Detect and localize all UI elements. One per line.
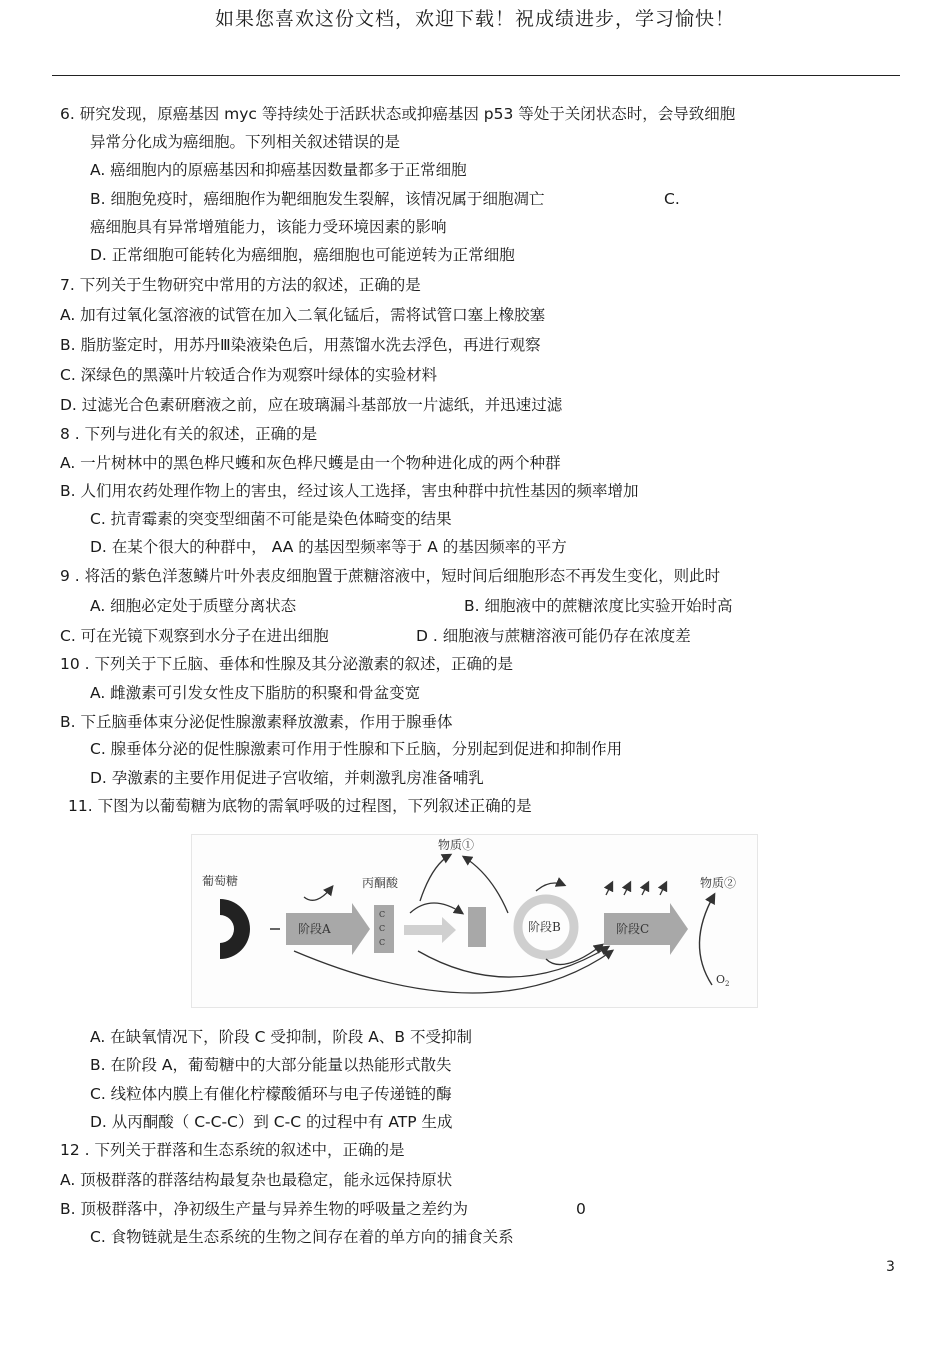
pyruvate-label: 丙酮酸 [362,876,399,890]
curved-arrow-2 [410,903,462,913]
q11-option-c: C. 线粒体内膜上有催化柠檬酸循环与电子传递链的酶 [90,1085,452,1103]
long-arc-from-pyruvate [418,947,608,977]
q7-option-a: A. 加有过氧化氢溶液的试管在加入二氧化锰后，需将试管口塞上橡胶塞 [60,306,546,324]
oxygen-label: O [716,973,726,986]
q10-option-c: C. 腺垂体分泌的促性腺激素可作用于性腺和下丘脑，分别起到促进和抑制作用 [90,740,623,758]
q12-option-c: C. 食物链就是生态系统的生物之间存在着的单方向的捕食关系 [90,1228,514,1246]
q12-option-a: A. 顶极群落的群落结构最复杂也最稳定，能永远保持原状 [60,1171,453,1189]
q6-option-b: B. 细胞免疫时，癌细胞作为靶细胞发生裂解，该情况属于细胞凋亡 [90,190,545,208]
header-rule [52,75,900,76]
stage-c-label: 阶段C [616,922,650,936]
up-arrow-4 [660,883,666,895]
q11-option-b: B. 在阶段 A，葡萄糖中的大部分能量以热能形式散失 [90,1056,452,1074]
stage-a-label: 阶段A [298,922,331,936]
q6-option-a: A. 癌细胞内的原癌基因和抑癌基因数量都多于正常细胞 [90,161,467,179]
up-arrow-3 [642,883,648,895]
curved-arrow-1 [304,887,332,900]
q6-option-c: 癌细胞具有异常增殖能力，该能力受环境因素的影响 [90,218,447,236]
q10-stem: 10 . 下列关于下丘脑、垂体和性腺及其分泌激素的叙述，正确的是 [60,655,514,673]
q9-option-b: B. 细胞液中的蔗糖浓度比实验开始时高 [464,597,733,615]
q6-stem-line2: 异常分化成为癌细胞。下列相关叙述错误的是 [90,133,401,151]
respiration-diagram-svg [192,835,757,1007]
q8-option-c: C. 抗青霉素的突变型细菌不可能是染色体畸变的结果 [90,510,452,528]
q6-option-d: D. 正常细胞可能转化为癌细胞，癌细胞也可能逆转为正常细胞 [90,246,515,264]
chain-carbon-1: C [379,910,386,919]
up-arrow-2 [624,883,630,895]
chain-carbon-2: C [379,924,386,933]
q10-option-b: B. 下丘脑垂体束分泌促性腺激素释放激素，作用于腺垂体 [60,713,453,731]
q7-option-c: C. 深绿色的黑藻叶片较适合作为观察叶绿体的实验材料 [60,366,438,384]
q9-option-c: C. 可在光镜下观察到水分子在进出细胞 [60,627,329,645]
stage-b-label: 阶段B [528,920,561,934]
oxygen-subscript: 2 [725,980,730,988]
q10-option-d: D. 孕激素的主要作用促进子宫收缩，并刺激乳房准备哺乳 [90,769,484,787]
q9-stem: 9 . 将活的紫色洋葱鳞片叶外表皮细胞置于蔗糖溶液中，短时间后细胞形态不再发生变化，则此时 [60,567,721,585]
acetyl-block [468,907,486,947]
q7-option-d: D. 过滤光合色素研磨液之前，应在玻璃漏斗基部放一片滤纸，并迅速过滤 [60,396,563,414]
long-arc-from-stage-a [294,951,612,993]
q6-option-c-label: C. [664,190,680,208]
q7-option-b: B. 脂肪鉴定时，用苏丹Ⅲ染液染色后，用蒸馏水洗去浮色，再进行观察 [60,336,541,354]
q8-option-d: D. 在某个很大的种群中， AA 的基因型频率等于 A 的基因频率的平方 [90,538,567,556]
page-number: 3 [886,1259,895,1275]
glucose-ring-shape [220,899,250,959]
document-banner: 如果您喜欢这份文档，欢迎下载！祝成绩进步，学习愉快！ [214,8,735,30]
curved-arrow-3 [536,883,564,891]
substance-1-label: 物质① [438,838,475,852]
q12-option-b-value: 0 [576,1200,586,1218]
q10-option-a: A. 雌激素可引发女性皮下脂肪的积聚和骨盆变宽 [90,684,421,702]
q11-option-a: A. 在缺氧情况下，阶段 C 受抑制，阶段 A、B 不受抑制 [90,1028,472,1046]
q12-option-b: B. 顶极群落中，净初级生产量与异养生物的呼吸量之差约为 [60,1200,468,1218]
substance-2-label: 物质② [700,876,737,890]
up-arrow-1 [606,883,612,895]
transfer-arrow [404,917,456,943]
substance-1-arrow-a [420,855,450,901]
q8-stem: 8 . 下列与进化有关的叙述，正确的是 [60,425,318,443]
chain-carbon-3: C [379,938,386,947]
q8-option-a: A. 一片树林中的黑色桦尺蠖和灰色桦尺蠖是由一个物种进化成的两个种群 [60,454,561,472]
q9-option-a: A. 细胞必定处于质壁分离状态 [90,597,297,615]
q12-stem: 12 . 下列关于群落和生态系统的叙述中，正确的是 [60,1141,405,1159]
substance-1-arrow-b [464,857,508,913]
q6-stem-line1: 6. 研究发现，原癌基因 myc 等持续处于活跃状态或抑癌基因 p53 等处于关闭状态时，会导致细胞 [60,105,736,123]
q9-option-d: D . 细胞液与蔗糖溶液可能仍存在浓度差 [416,627,691,645]
q7-stem: 7. 下列关于生物研究中常用的方法的叙述，正确的是 [60,276,421,294]
q8-option-b: B. 人们用农药处理作物上的害虫，经过该人工选择，害虫种群中抗性基因的频率增加 [60,482,639,500]
oxygen-to-substance-2-arrow [699,895,714,985]
glucose-label: 葡萄糖 [202,874,239,888]
q11-option-d: D. 从丙酮酸（ C-C-C）到 C-C 的过程中有 ATP 生成 [90,1113,453,1131]
aerobic-respiration-diagram [191,834,758,1008]
q11-stem: 11. 下图为以葡萄糖为底物的需氧呼吸的过程图，下列叙述正确的是 [68,797,532,815]
